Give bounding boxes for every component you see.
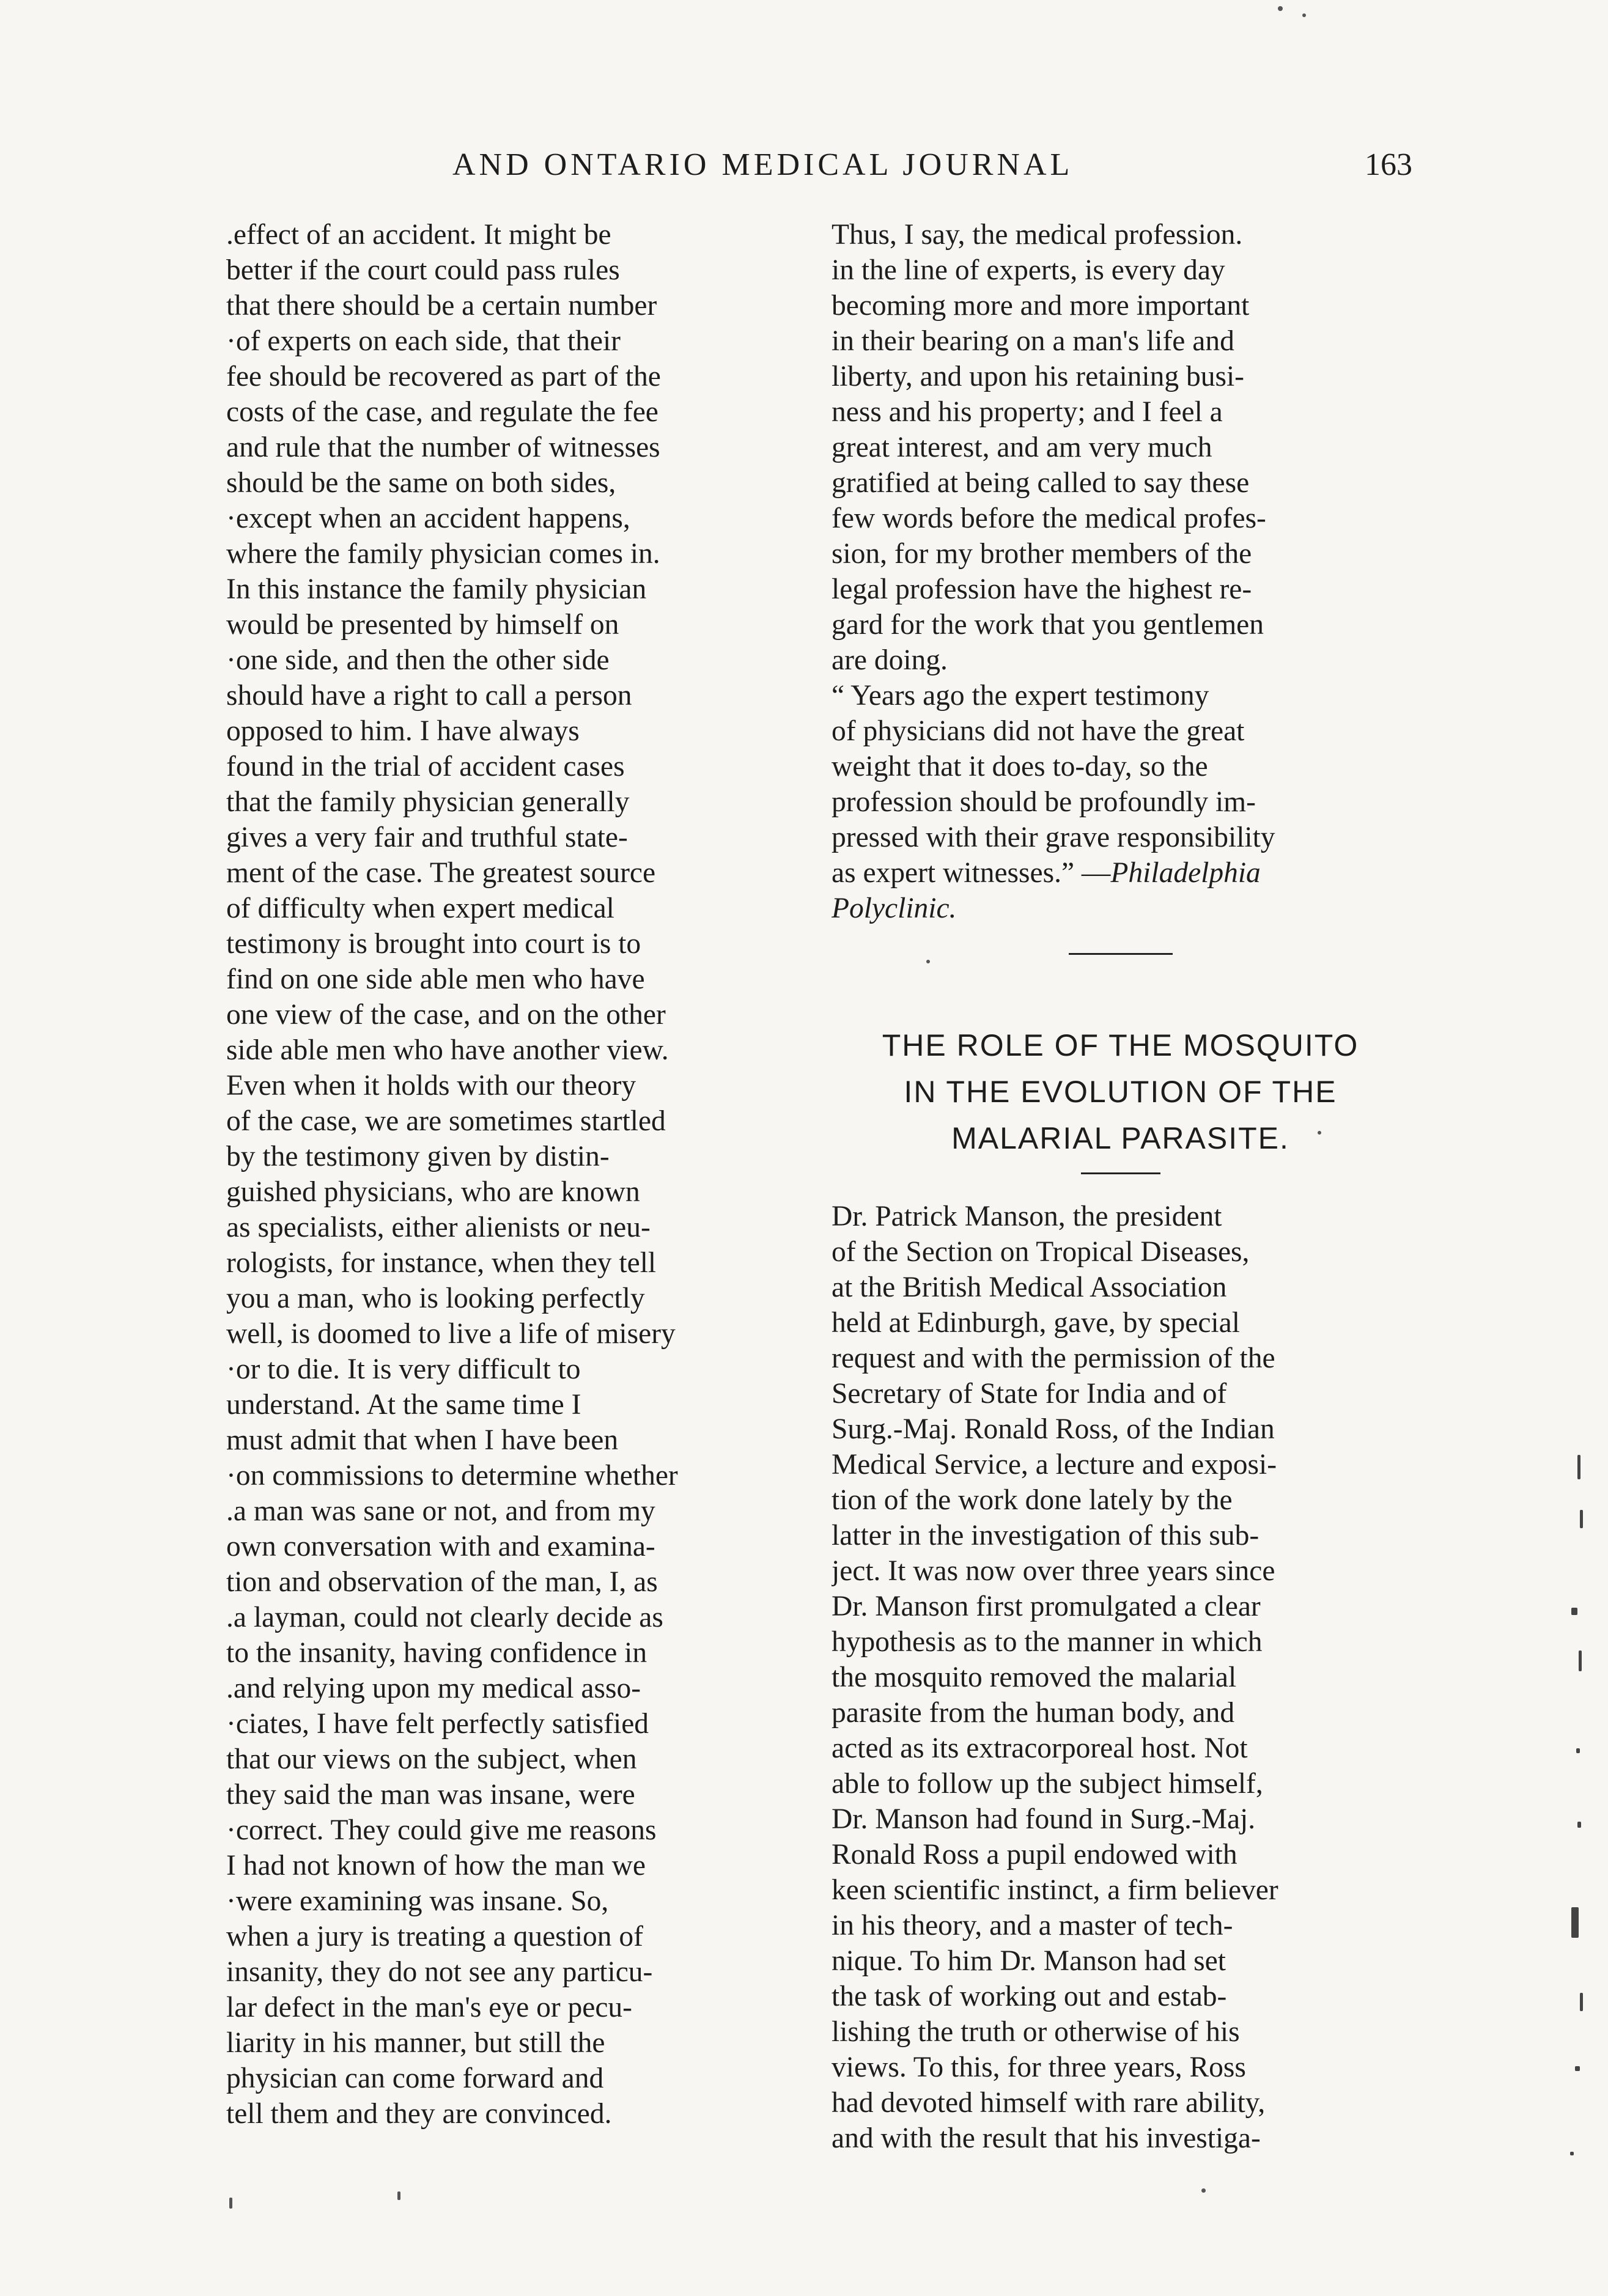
text-line: ject. It was now over three years since (832, 1555, 1275, 1587)
text-line: tion of the work done lately by the (832, 1484, 1233, 1516)
text-line: side able men who have another view. (226, 1034, 669, 1066)
text-line: ness and his property; and I feel a (832, 396, 1223, 428)
text-line: are doing. (832, 644, 948, 676)
text-line: acted as its extracorporeal host. Not (832, 1732, 1248, 1764)
text-line: ·on commissions to determine whether (226, 1460, 678, 1492)
text-line: of the Section on Tropical Diseases, (832, 1236, 1250, 1268)
text-line: well, is doomed to live a life of misery (226, 1318, 676, 1350)
text-line: .a layman, could not clearly decide as (226, 1602, 663, 1633)
text-line: ·correct. They could give me reasons (226, 1814, 657, 1846)
text-line: gard for the work that you gentlemen (832, 609, 1264, 641)
scan-speck (397, 2191, 400, 2200)
text-line: where the family physician comes in. (226, 538, 660, 570)
text-line: should have a right to call a person (226, 680, 632, 712)
text-line: physician can come forward and (226, 2062, 604, 2094)
text-line: liberty, and upon his retaining busi- (832, 361, 1244, 392)
heading-line: MALARIAL PARASITE. (951, 1121, 1289, 1155)
text-line: had devoted himself with rare ability, (832, 2087, 1266, 2119)
scan-speck (229, 2198, 232, 2209)
text-line: becoming more and more important (832, 290, 1250, 322)
text-line: find on one side able men who have (226, 963, 645, 995)
text-line: ·except when an accident happens, (226, 502, 630, 534)
text-line: opposed to him. I have always (226, 715, 580, 747)
text-line: ·were examining was insane. So, (226, 1885, 609, 1917)
text-line: one view of the case, and on the other (226, 999, 666, 1031)
text-line: guished physicians, who are known (226, 1176, 640, 1208)
text-line: at the British Medical Association (832, 1271, 1227, 1303)
text-line: that there should be a certain number (226, 290, 657, 322)
text-line: testimony is brought into court is to (226, 928, 641, 960)
text-line: In this instance the family physician (226, 573, 647, 605)
article-heading (832, 1022, 1409, 1161)
text-line: when a jury is treating a question of (226, 1921, 643, 1952)
text-line: fee should be recovered as part of the (226, 361, 661, 392)
text-line: liarity in his manner, but still the (226, 2027, 605, 2059)
text-line: ·of experts on each side, that their (226, 325, 621, 357)
text-line: by the testimony given by distin- (226, 1141, 610, 1172)
text-line: ·or to die. It is very difficult to (226, 1353, 581, 1385)
scan-speck (926, 960, 930, 963)
text-line: few words before the medical profes- (832, 502, 1266, 534)
text-line: lishing the truth or otherwise of his (832, 2016, 1240, 2048)
heading-rule (1081, 1172, 1160, 1174)
text-line: Even when it holds with our theory (226, 1070, 636, 1102)
text-line: sion, for my brother members of the (832, 538, 1252, 570)
page-number: 163 (1365, 147, 1412, 182)
text-line: Dr. Patrick Manson, the president (832, 1201, 1222, 1232)
text-line: great interest, and am very much (832, 432, 1212, 463)
text-line: .and relying upon my medical asso- (226, 1672, 641, 1704)
text-line: pressed with their grave responsibility (832, 822, 1275, 853)
text-line: of the case, we are sometimes startled (226, 1105, 666, 1137)
text-line: ·ciates, I have felt perfectly satisfied (226, 1708, 649, 1740)
journal-running-title: AND ONTARIO MEDICAL JOURNAL (452, 147, 1074, 182)
text-line: you a man, who is looking perfectly (226, 1282, 645, 1314)
text-line: Secretary of State for India and of (832, 1378, 1227, 1410)
scan-speck (1201, 2188, 1206, 2193)
text-line: costs of the case, and regulate the fee (226, 396, 658, 428)
text-line: latter in the investigation of this sub- (832, 1520, 1259, 1551)
text-line: gratified at being called to say these (832, 467, 1250, 499)
text-line: rologists, for instance, when they tell (226, 1247, 657, 1279)
text-line: tion and observation of the man, I, as (226, 1566, 658, 1598)
text-line: .a man was sane or not, and from my (226, 1495, 655, 1527)
text-line: and rule that the number of witnesses (226, 432, 660, 463)
text-line: request and with the permission of the (832, 1342, 1275, 1374)
paragraph-mosquito-article (832, 1199, 1409, 2156)
text-line: that the family physician generally (226, 786, 630, 818)
scan-edge-marks (1553, 1406, 1596, 2262)
text-line: views. To this, for three years, Ross (832, 2051, 1246, 2083)
text-line: insanity, they do not see any particu- (226, 1956, 653, 1988)
text-line: weight that it does to-day, so the (832, 751, 1208, 782)
text-line: in his theory, and a master of tech- (832, 1910, 1233, 1941)
text-line: would be presented by himself on (226, 609, 619, 641)
paragraph-expert-testimony (832, 678, 1409, 926)
left-column (226, 217, 804, 2132)
section-divider (1069, 953, 1173, 955)
text-line: the task of working out and estab- (832, 1981, 1227, 2012)
text-line: understand. At the same time I (226, 1389, 581, 1421)
text-line: hypothesis as to the manner in which (832, 1626, 1263, 1658)
text-line: parasite from the human body, and (832, 1697, 1235, 1729)
scan-speck (1278, 6, 1283, 11)
text-line: as specialists, either alienists or neu- (226, 1212, 651, 1243)
text-line: Dr. Manson first promulgated a clear (832, 1591, 1261, 1622)
text-line: must admit that when I have been (226, 1424, 619, 1456)
text-line: in the line of experts, is every day (832, 254, 1225, 286)
text-line (832, 855, 1409, 891)
text-line: of physicians did not have the great (832, 715, 1245, 747)
source-attribution: Philadelphia (1110, 857, 1261, 889)
text-line: and with the result that his investiga- (832, 2122, 1261, 2154)
text-line: Surg.-Maj. Ronald Ross, of the Indian (832, 1413, 1275, 1445)
text-line: should be the same on both sides, (226, 467, 616, 499)
scan-speck (1318, 1131, 1321, 1135)
heading-line: THE ROLE OF THE MOSQUITO (882, 1028, 1359, 1062)
text-line: I had not known of how the man we (226, 1850, 646, 1882)
text-line: they said the man was insane, were (226, 1779, 635, 1811)
text-line: held at Edinburgh, gave, by special (832, 1307, 1240, 1339)
running-head (232, 147, 1412, 196)
text-line: gives a very fair and truthful state- (226, 822, 628, 853)
text-line: better if the court could pass rules (226, 254, 620, 286)
paragraph-closing-argument (832, 217, 1409, 678)
text-line: ment of the case. The greatest source (226, 857, 656, 889)
text-line: Thus, I say, the medical profession. (832, 219, 1243, 251)
text-line: tell them and they are convinced. (226, 2098, 612, 2130)
text-line: able to follow up the subject himself, (832, 1768, 1263, 1800)
right-column (832, 217, 1409, 2156)
text-line: lar defect in the man's eye or pecu- (226, 1992, 633, 2023)
text-line: ·one side, and then the other side (226, 644, 610, 676)
text-line: that our views on the subject, when (226, 1743, 637, 1775)
quote-ending: as expert witnesses.” — (832, 857, 1111, 889)
text-line: of difficulty when expert medical (226, 892, 614, 924)
text-line: the mosquito removed the malarial (832, 1661, 1237, 1693)
text-line: “ Years ago the expert testimony (832, 680, 1209, 712)
text-line: found in the trial of accident cases (226, 751, 625, 782)
text-line: Dr. Manson had found in Surg.-Maj. (832, 1803, 1256, 1835)
text-line: Medical Service, a lecture and exposi- (832, 1449, 1277, 1481)
text-line: nique. To him Dr. Manson had set (832, 1945, 1226, 1977)
text-line: keen scientific instinct, a firm believer (832, 1874, 1278, 1906)
scan-speck (1302, 13, 1306, 17)
text-line: to the insanity, having confidence in (226, 1637, 647, 1669)
text-line: Ronald Ross a pupil endowed with (832, 1839, 1237, 1871)
heading-line: IN THE EVOLUTION OF THE (904, 1075, 1337, 1109)
text-line: .effect of an accident. It might be (226, 219, 611, 251)
source-attribution-continued: Polyclinic. (832, 892, 957, 924)
text-line: profession should be profoundly im- (832, 786, 1256, 818)
text-line: own conversation with and examina- (226, 1531, 655, 1562)
text-line: legal profession have the highest re- (832, 573, 1252, 605)
text-line: in their bearing on a man's life and (832, 325, 1234, 357)
